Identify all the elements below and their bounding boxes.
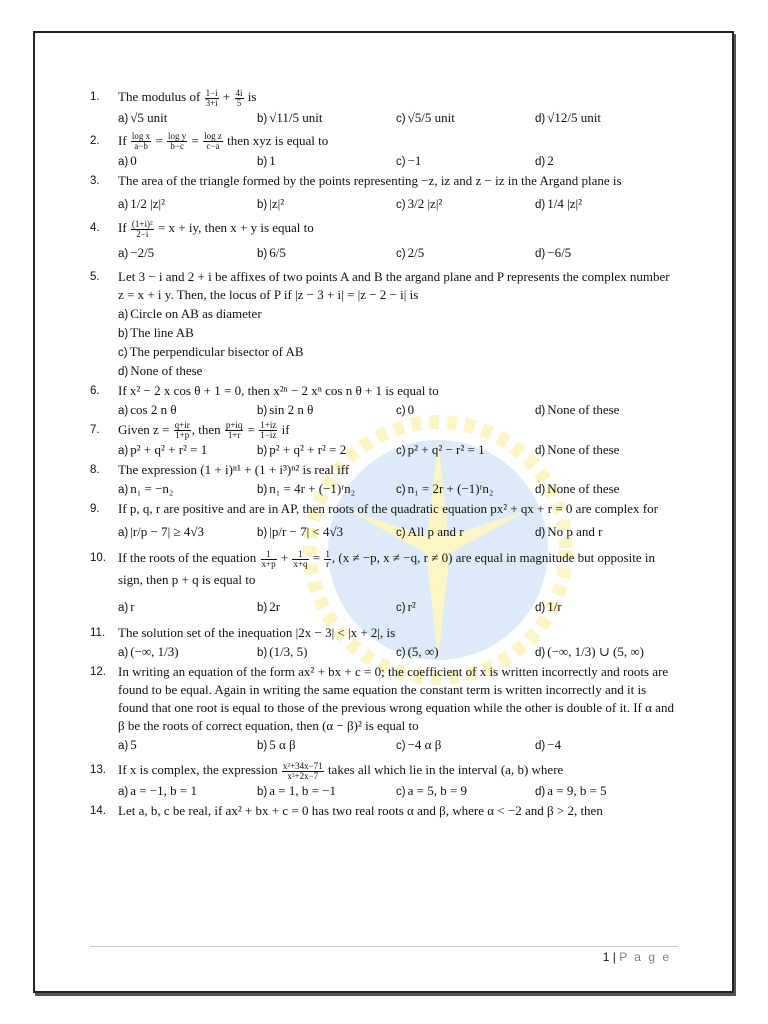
option-a: a) 5: [118, 737, 137, 753]
fraction: $\frac{\text{log z}}{c-a}$: [204, 131, 222, 152]
question-number: 2.: [90, 134, 100, 147]
option-b: b) 1: [257, 153, 276, 169]
question-number: 5.: [90, 270, 100, 283]
fraction: $\frac{4i}{5}$: [235, 87, 243, 108]
page-footer: [603, 950, 671, 964]
question-text: The expression (1 + i)ⁿ¹ + (1 + i³)ⁿ² is real iff: [118, 462, 350, 478]
fraction: $\frac{1}{x+p}$: [261, 548, 276, 569]
option-a: a) −2/5: [118, 244, 155, 260]
question-number: 12.: [90, 666, 106, 679]
question: [90, 802, 675, 820]
question-text: Let 3 − i and 2 + i be affixes of two points A and B the argand plane and P represents the complex number z = x + i y. Then, the locus of P if |z − 3 + i| = |z − 2 − i| is: [118, 268, 670, 302]
option-b: b) n₁ = 4r + (−1)ʳn₂: [257, 481, 356, 497]
fraction: $\frac{\text{x²+34x−71}}{\text{x²+2x−7}}$: [282, 760, 323, 781]
footer-separator: |: [612, 950, 616, 964]
option-c: c) 3/2 |z|²: [396, 196, 443, 212]
option-a: a) p² + q² + r² = 1: [118, 442, 208, 458]
options: [118, 240, 675, 267]
fraction: $\frac{1-i}{3+i}$: [205, 87, 218, 108]
option-c: c) n₁ = 2r + (−1)ʳn₂: [396, 481, 494, 497]
question: [90, 547, 675, 591]
question-number: 10.: [90, 552, 106, 565]
options: [118, 643, 675, 662]
question-number: 9.: [90, 503, 100, 516]
option-a: a) 0: [118, 153, 137, 169]
option-d: d) 1/4 |z|²: [535, 196, 582, 212]
question-number: 1.: [90, 91, 100, 103]
question-text: If p, q, r are positive and are in AP, then roots of the quadratic equation px² + qx + r = 0 are complex for: [118, 501, 658, 517]
question: [90, 624, 675, 642]
option-b: b) a = 1, b = −1: [257, 782, 336, 798]
question-text: The area of the triangle formed by the points representing −z, iz and z − iz in the Argand plane is: [118, 173, 622, 189]
option-d: d) None of these: [118, 362, 203, 378]
fraction: $\frac{1+iz}{1-iz}$: [260, 420, 277, 441]
option-c: c) 0: [396, 401, 415, 417]
options: [118, 519, 675, 546]
option-a: a) cos 2 n θ: [118, 401, 177, 417]
question: [90, 761, 675, 781]
option-d: d) √12/5 unit: [535, 109, 601, 125]
option-b: b) |z|²: [257, 196, 285, 212]
option-b: b) √11/5 unit: [257, 109, 323, 125]
option-a: a) (−∞, 1/3): [118, 644, 179, 660]
option-d: d) 1/r: [535, 599, 562, 615]
page-number: 1: [602, 950, 610, 964]
option-b: b) 2r: [257, 599, 281, 615]
option-c: c) √5/5 unit: [396, 109, 455, 125]
question-text: Let a, b, c be real, if ax² + bx + c = 0 has two real roots α and β, where α < −2 and β > 2, then: [118, 802, 603, 818]
option-d: d) None of these: [535, 481, 620, 497]
option-b: b) p² + q² + r² = 2: [257, 442, 347, 458]
option-d: d) a = 9, b = 5: [535, 782, 607, 798]
question: [90, 461, 675, 479]
question-list: [90, 88, 675, 821]
option-c: c) r²: [396, 599, 416, 615]
option-d: d) −4: [535, 737, 562, 753]
options: [118, 441, 675, 460]
question: [90, 268, 675, 304]
option-c: c) p² + q² − r² = 1: [396, 442, 485, 458]
question: [90, 500, 675, 518]
options: [118, 152, 675, 171]
question-number: 4.: [90, 222, 100, 235]
question-text: The modulus of $\frac{1-i}{3+i}$ + $\frac{4i}{5}$ is: [118, 87, 257, 108]
option-a: a) |r/p − 7| ≥ 4√3: [118, 524, 204, 540]
fraction: $\frac{1}{x+q}$: [293, 548, 308, 569]
options: [118, 191, 675, 218]
option-a: a) 1/2 |z|²: [118, 196, 165, 212]
question-number: 11.: [90, 627, 106, 640]
option-b: b) (1/3, 5): [257, 644, 308, 660]
fraction: $\frac{\text{log x}}{a-b}$: [131, 131, 151, 152]
question-number: 7.: [90, 423, 100, 436]
question-number: 13.: [90, 764, 106, 777]
option-c: c) −4 α β: [396, 737, 442, 753]
question-text: If $\frac{\text{(1+i)²}}{2-i}$ = x + iy, then x + y is equal to: [118, 218, 314, 239]
fraction: $\frac{p+iq}{1+r}$: [225, 420, 243, 441]
question-text: In writing an equation of the form ax² + bx + c = 0; the coefficient of x is written incorrectly and roots are found to be equal. Again in writing the same equation the constant term is written incorrectly and it is found that one root is equal to those of the previous wrong equation while the other is double of it. If α and β be the roots of correct equation, then (α − β)² is equal to: [118, 664, 674, 734]
question: [90, 663, 675, 735]
option-a: a) r: [118, 599, 135, 615]
option-c: c) The perpendicular bisector of AB: [118, 343, 304, 359]
options: [118, 305, 675, 381]
options: [118, 109, 675, 128]
option-c: c) a = 5, b = 9: [396, 782, 468, 798]
question: [90, 382, 675, 400]
question-number: 8.: [90, 464, 100, 477]
option-b: b) sin 2 n θ: [257, 401, 314, 417]
options: [118, 592, 675, 623]
question-text: If the roots of the equation $\frac{1}{x+p}$ + $\frac{1}{x+q}$ = $\frac{1}{r}$ , (x ≠ −p, x ≠ −q, r ≠ 0) are equal in magnitude but opposite in sign, then p + q is equal to: [118, 548, 655, 588]
options: [118, 736, 675, 755]
question-text: If x² − 2 x cos θ + 1 = 0, then x²ⁿ − 2 xⁿ cos n θ + 1 is equal to: [118, 382, 439, 398]
page-label: P a g e: [619, 950, 671, 964]
option-c: c) All p and r: [396, 524, 464, 540]
option-b: b) 6/5: [257, 244, 286, 260]
fraction: $\frac{\text{log y}}{b-c}$: [168, 131, 187, 152]
option-d: d) None of these: [535, 442, 620, 458]
option-d: d) −6/5: [535, 244, 572, 260]
option-d: d) 2: [535, 153, 554, 169]
question-text: If $\frac{\text{log x}}{a-b}$ = $\frac{\text{log y}}{b-c}$ = $\frac{\text{log z}}{c-a}$ then xyz is equal to: [118, 131, 329, 152]
question-number: 6.: [90, 384, 100, 397]
option-c: c) −1: [396, 153, 422, 169]
footer-divider: [90, 946, 678, 947]
question-text: The solution set of the inequation |2x − 3| < |x + 2|, is: [118, 625, 396, 641]
option-d: d) (−∞, 1/3) ∪ (5, ∞): [535, 644, 644, 660]
option-a: a) n₁ = −n₂: [118, 481, 174, 497]
option-c: c) (5, ∞): [396, 644, 439, 660]
option-a: a) Circle on AB as diameter: [118, 305, 262, 321]
fraction: $\frac{q+ir}{1+p}$: [174, 420, 190, 441]
question: [90, 132, 675, 152]
question: [90, 172, 675, 190]
question-number: 14.: [90, 804, 106, 817]
question: [90, 421, 675, 441]
options: [118, 401, 675, 420]
option-b: b) The line AB: [118, 324, 194, 340]
fraction: $\frac{1}{r}$: [325, 548, 330, 569]
option-b: b) |p/r − 7| < 4√3: [257, 524, 344, 540]
question-number: 3.: [90, 175, 100, 188]
option-d: d) No p and r: [535, 524, 603, 540]
options: [118, 782, 675, 801]
fraction: $\frac{\text{(1+i)²}}{2-i}$: [131, 218, 153, 239]
question-text: If x is complex, the expression $\frac{\text{x²+34x−71}}{\text{x²+2x−7}}$ takes all which lie in the interval (a, b) where: [118, 760, 564, 781]
question: [90, 219, 675, 239]
question-text: Given z = $\frac{q+ir}{1+p}$ , then $\frac{p+iq}{1+r}$ = $\frac{1+iz}{1-iz}$ if: [118, 420, 290, 441]
option-c: c) 2/5: [396, 244, 425, 260]
question: [90, 88, 675, 108]
option-a: a) √5 unit: [118, 109, 168, 125]
option-d: d) None of these: [535, 401, 620, 417]
options: [118, 480, 675, 499]
option-b: b) 5 α β: [257, 737, 296, 753]
option-a: a) a = −1, b = 1: [118, 782, 197, 798]
